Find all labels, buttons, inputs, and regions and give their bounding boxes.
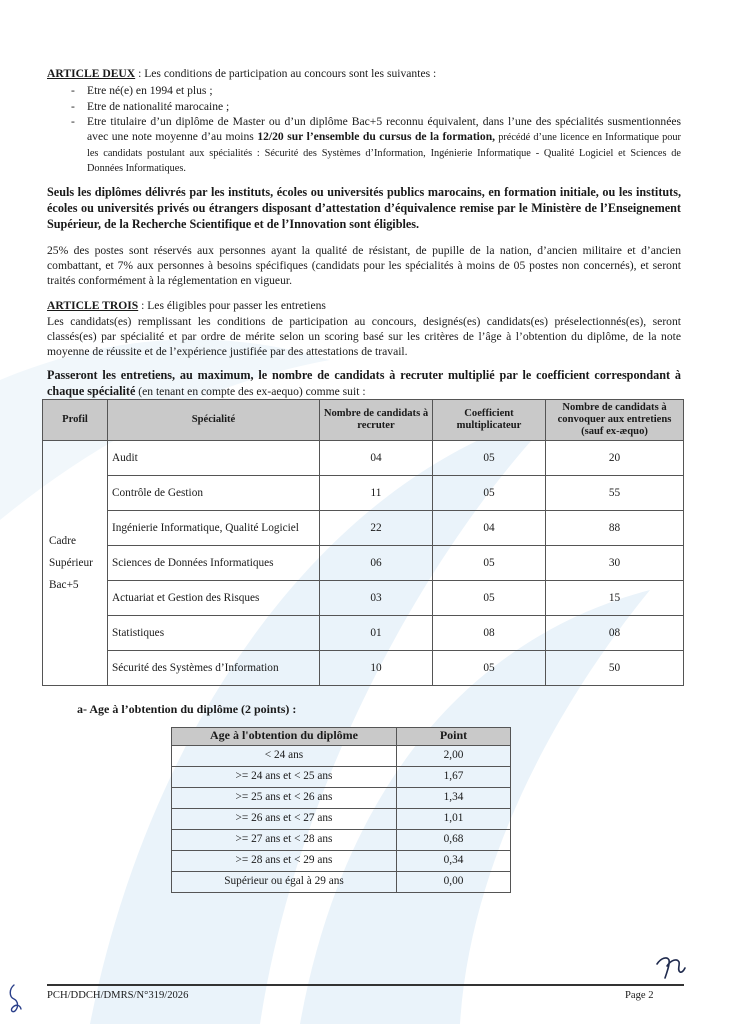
point-cell: 0,00 [397,871,511,892]
header-profil: Profil [43,400,108,441]
condition-age: - Etre né(e) en 1994 et plus ; [73,83,681,98]
profil-cell: Cadre Supérieur Bac+5 [43,441,108,686]
point-cell: 1,34 [397,787,511,808]
specialite-cell: Sciences de Données Informatiques [108,546,320,581]
table-row [43,476,684,511]
table-row [43,511,684,546]
header-specialite: Spécialité [108,400,320,441]
table-header-row [43,400,684,441]
age-cell: >= 26 ans et < 27 ans [172,808,397,829]
convoquer-cell: 88 [546,511,684,546]
nombre-cell: 10 [320,651,433,686]
nombre-cell: 11 [320,476,433,511]
article-trois-paragraph: Les candidats(es) remplissant les conditions de participation au concours, designés(es) candidats(es) préselectionnés(es), seront classés(es) par spécialité et par ordre de mérite selon un scoring basé sur les critères de l’âge à l’obtention du diplôme, de la note moyenne de réussite et de l’expérience justifiée par des attestations de travail. [47,314,681,359]
article-deux-heading: ARTICLE DEUX [47,67,136,80]
header-nombre: Nombre de candidats à recruter [320,400,433,441]
age-cell: Supérieur ou égal à 29 ans [172,871,397,892]
convoquer-cell: 30 [546,546,684,581]
convoquer-cell: 20 [546,441,684,476]
table-row [172,787,511,808]
coef-cell: 05 [433,441,546,476]
specialite-cell: Statistiques [108,616,320,651]
age-points-table [171,727,511,893]
header-point: Point [397,727,511,745]
header-coefficient: Coefficient multiplicateur [433,400,546,441]
footer-reference: PCH/DDCH/DMRS/N°319/2026 [47,990,189,1001]
nombre-cell: 22 [320,511,433,546]
age-cell: >= 27 ans et < 28 ans [172,829,397,850]
coef-cell: 05 [433,651,546,686]
quota-paragraph: 25% des postes sont réservés aux personnes ayant la qualité de résistant, de pupille de la nation, d’ancien militaire et d’ancien combattant, et 7% aux personnes à besoins spécifiques (candidats pour les spécialités à moins de 05 postes non concernés), et seront traités conformément à la réglementation en vigueur. [47,243,681,288]
eligible-diplomas-paragraph: Seuls les diplômes délivrés par les instituts, écoles ou universités publics marocains, en formation initiale, ou les instituts, écoles ou universités privés ou étrangers disposant d’attestation d’équivalence remise par le Ministère de l’Enseignement Supérieur, de la Recherche Scientifique et de l’Innovation sont éligibles. [47,184,681,232]
nombre-cell: 06 [320,546,433,581]
specialite-cell: Sécurité des Systèmes d’Information [108,651,320,686]
nombre-cell: 03 [320,581,433,616]
convoquer-cell: 55 [546,476,684,511]
age-cell: < 24 ans [172,745,397,766]
header-age: Age à l'obtention du diplôme [172,727,397,745]
interviews-paragraph: Passeront les entretiens, au maximum, le nombre de candidats à recruter multiplié par le coefficient correspondant à chaque spécialité (en tenant en compte des ex-aequo) comme suit : [47,367,681,398]
table-row [43,581,684,616]
specialties-table [42,399,684,686]
coef-cell: 08 [433,616,546,651]
specialite-cell: Actuariat et Gestion des Risques [108,581,320,616]
table-row [43,546,684,581]
table-row [43,441,684,476]
specialite-cell: Ingénierie Informatique, Qualité Logiciel [108,511,320,546]
table-row [172,808,511,829]
specialite-cell: Audit [108,441,320,476]
nombre-cell: 04 [320,441,433,476]
article-deux-intro: ARTICLE DEUX : Les conditions de participation au concours sont les suivantes : [47,67,437,80]
nombre-cell: 01 [320,616,433,651]
coef-cell: 04 [433,511,546,546]
point-cell: 0,68 [397,829,511,850]
point-cell: 2,00 [397,745,511,766]
point-cell: 1,01 [397,808,511,829]
convoquer-cell: 50 [546,651,684,686]
table-row [172,766,511,787]
conditions-list [47,83,681,176]
specialite-cell: Contrôle de Gestion [108,476,320,511]
condition-diploma: - Etre titulaire d’un diplôme de Master ou d’un diplôme Bac+5 reconnu équivalent, dans l’une des spécialités susmentionnées avec une note moyenne d’au moins 12/20 sur l’ensemble du cursus de la formation, précédé d’une licence en Informatique pour les candidats postulant aux spécialités : Sécurité des Systèmes d’Information, Ingénierie Informatique - Qualité Logiciel et Sciences de Données Informatiques. [73,114,681,176]
age-cell: >= 25 ans et < 26 ans [172,787,397,808]
initials-signature [653,950,689,982]
coef-cell: 05 [433,476,546,511]
header-convoquer: Nombre de candidats à convoquer aux entretiens (sauf ex-æquo) [546,400,684,441]
margin-signature [6,983,24,1015]
table-row [172,850,511,871]
table-row [172,871,511,892]
coef-cell: 05 [433,581,546,616]
page-number: Page 2 [625,990,654,1001]
age-cell: >= 28 ans et < 29 ans [172,850,397,871]
point-cell: 1,67 [397,766,511,787]
document-body [47,66,681,893]
point-cell: 0,34 [397,850,511,871]
table-row [43,616,684,651]
footer-divider [47,984,684,986]
table-row [43,651,684,686]
convoquer-cell: 15 [546,581,684,616]
convoquer-cell: 08 [546,616,684,651]
table-row [172,829,511,850]
article-trois-heading: ARTICLE TROIS [47,299,139,313]
table-header-row [172,727,511,745]
article-trois-intro: ARTICLE TROIS : Les éligibles pour passer les entretiens [47,299,326,313]
table-row [172,745,511,766]
coef-cell: 05 [433,546,546,581]
condition-nationality: - Etre de nationalité marocaine ; [73,99,681,114]
age-section-title: a- Age à l’obtention du diplôme (2 points) : [77,702,297,717]
age-cell: >= 24 ans et < 25 ans [172,766,397,787]
